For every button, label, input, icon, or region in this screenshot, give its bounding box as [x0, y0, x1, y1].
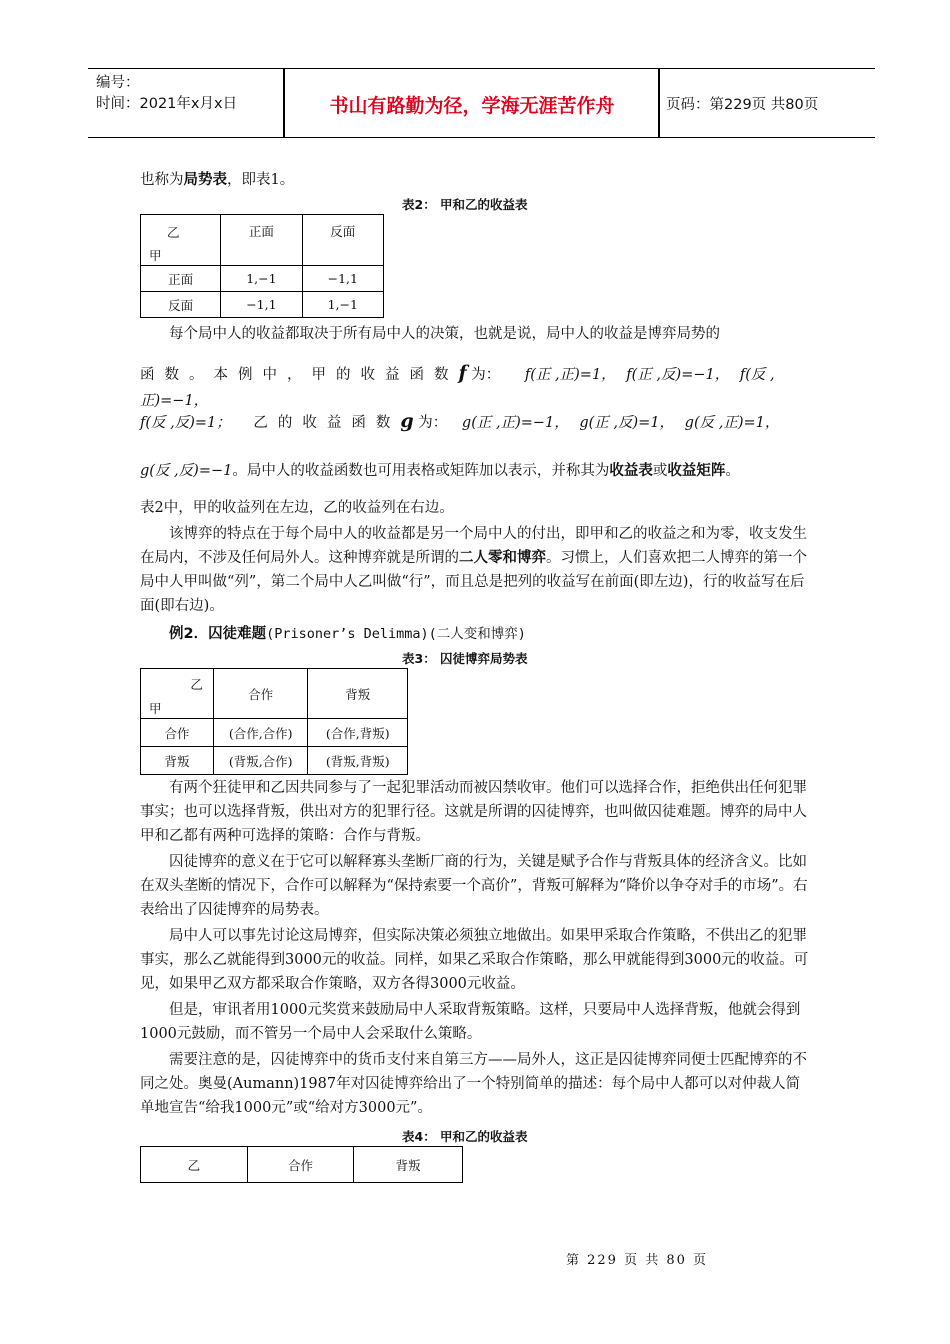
table4-cell: 合作: [247, 1147, 354, 1183]
payoff-text: 。: [725, 463, 740, 479]
table2-col-header: 反面: [302, 215, 383, 266]
intro-line: [140, 168, 812, 192]
f-value: f(反 ,反)=1；: [140, 415, 231, 431]
payoff-line1: 每个局中人的收益都取决于所有局中人的决策，也就是说，局中人的收益是博弈局势的: [169, 326, 720, 342]
intro-text: 也称为: [140, 172, 184, 188]
page-header: [88, 68, 875, 138]
g-value: g(正 ,正)=−1，: [461, 415, 569, 431]
example2-heading: [140, 622, 812, 646]
intro-text-end: ，即表1。: [227, 172, 295, 188]
g-value: g(反 ,正)=1，: [684, 415, 780, 431]
payoff-line5: 表2中，甲的收益列在左边，乙的收益列在右边。: [140, 500, 454, 516]
g-value: g(反 ,反)=−1: [140, 463, 233, 479]
table3-cell: (背叛,合作): [213, 747, 308, 775]
header-meta: [96, 73, 237, 115]
paragraph-text: 该博弈的特点在于每个局中人的收益都是另一个局中人的付出，即甲和乙的收益之和为零，收支发生在局内，不涉及任何局外人。这种博弈就是所谓的: [140, 526, 807, 566]
table2: [140, 214, 384, 318]
time-label: 时间：2021年x月x日: [96, 96, 238, 112]
f-value: f(正 ,正)=1，: [524, 367, 616, 383]
table2-col-header: 正面: [221, 215, 302, 266]
table4-caption: 表4： 甲和乙的收益表: [402, 1129, 528, 1144]
corner-top: 乙: [190, 677, 203, 692]
header-motto: 书山有路勤为径，学海无涯苦作舟: [329, 95, 615, 117]
payoff-line2: [140, 360, 812, 414]
body-paragraph: 需要注意的是，囚徒博弈中的货币支付来自第三方——局外人，这正是囚徒博弈同便士匹配博弈的不同之处。奥曼(Aumann)1987年对囚徒博弈给出了一个特别简单的描述：每个局中人都可以对仲裁人简单地宣告“给我1000元”或“给对方3000元”。: [140, 1052, 807, 1116]
header-page-label: 页码：第229页 共80页: [666, 97, 819, 113]
table3-row-header: 背叛: [141, 747, 214, 775]
payoff-text: 。局中人的收益函数也可用表格或矩阵加以表示，并称其为: [232, 463, 610, 479]
table3-cell: (背叛,背叛): [308, 747, 408, 775]
table2-cell: 1,−1: [302, 292, 383, 318]
corner-bottom: 甲: [149, 248, 162, 263]
intro-bold: 局势表: [183, 172, 227, 188]
body-paragraph: 有两个狂徒甲和乙因共同参与了一起犯罪活动而被囚禁收审。他们可以选择合作，拒绝供出任何犯罪事实；也可以选择背叛，供出对方的犯罪行径。这就是所谓的囚徒博弈，也叫做囚徒难题。博弈的局中人甲和乙都有两种可选择的策略：合作与背叛。: [140, 780, 807, 844]
payoff-text: 或: [652, 463, 668, 479]
payoff-line3: [140, 408, 812, 436]
f-symbol: f: [458, 362, 467, 384]
table2-cell: −1,1: [221, 292, 302, 318]
table2-caption: 表2： 甲和乙的收益表: [402, 197, 528, 212]
table2-row-header: 反面: [141, 292, 221, 318]
table3-corner: [141, 669, 214, 719]
table3-row-header: 合作: [141, 719, 214, 747]
payoff-bold: 收益矩阵: [667, 463, 726, 479]
table3-cell: (合作,背叛): [308, 719, 408, 747]
table2-corner: [141, 215, 221, 266]
payoff-text: 为：: [418, 415, 448, 431]
header-divider: [283, 69, 285, 137]
table4-cell: 乙: [141, 1147, 248, 1183]
body-paragraph: 局中人可以事先讨论这局博弈，但实际决策必须独立地做出。如果甲采取合作策略，不供出乙的犯罪事实，那么乙就能得到3000元的收益。同样，如果乙采取合作策略，那么甲就能得到3000元的收益。可见，如果甲乙双方都采取合作策略，双方各得3000元收益。: [140, 928, 809, 992]
corner-top: 乙: [167, 225, 180, 240]
table3-cell: (合作,合作): [213, 719, 308, 747]
f-value: f(反 ,正)=−1，: [140, 367, 775, 409]
header-divider: [658, 69, 660, 137]
page-footer: 第 229 页 共 80 页: [566, 1253, 709, 1268]
table2-cell: 1,−1: [221, 266, 302, 292]
payoff-text: 乙的收益函数: [253, 415, 401, 431]
table4: [140, 1146, 463, 1183]
table2-cell: −1,1: [302, 266, 383, 292]
table3: [140, 668, 408, 775]
payoff-bold: 收益表: [609, 463, 653, 479]
payoff-text: 函数。本例中，甲的收益函数: [140, 367, 459, 383]
table2-row-header: 正面: [141, 266, 221, 292]
table3-caption: 表3： 囚徒博弈局势表: [402, 651, 528, 666]
payoff-line4: [140, 458, 812, 484]
zero-sum-paragraph: [140, 522, 812, 618]
f-value: f(正 ,反)=−1，: [626, 367, 730, 383]
g-symbol: g: [400, 410, 414, 432]
example-subtitle: (Prisoner’s Delimma)(二人变和博弈): [266, 626, 526, 642]
paragraph-text: 。习惯上，人们喜欢把二人博弈的第一个局中人甲叫做“列”，第二个局中人乙叫做“行”，而且总是把列的收益写在前面(即左边)，行的收益写在后面(即右边)。: [140, 550, 807, 614]
number-label: 编号：: [96, 75, 140, 91]
example-title: 例2．囚徒难题: [169, 626, 267, 642]
paragraph-bold: 二人零和博弈: [459, 550, 546, 566]
corner-bottom: 甲: [149, 701, 162, 716]
payoff-text: 为：: [471, 367, 501, 383]
table3-col-header: 合作: [213, 669, 308, 719]
g-value: g(正 ,反)=1，: [579, 415, 675, 431]
body-paragraph: 囚徒博弈的意义在于它可以解释寡头垄断厂商的行为，关键是赋予合作与背叛具体的经济含义。比如在双头垄断的情况下，合作可以解释为“保持索要一个高价”，背叛可解释为“降价以争夺对手的市场”。右表给出了囚徒博弈的局势表。: [140, 854, 808, 918]
body-paragraph: 但是，审讯者用1000元奖赏来鼓励局中人采取背叛策略。这样，只要局中人选择背叛，他就会得到1000元鼓励，而不管另一个局中人会采取什么策略。: [140, 1002, 801, 1042]
table3-col-header: 背叛: [308, 669, 408, 719]
table4-cell: 背叛: [354, 1147, 463, 1183]
